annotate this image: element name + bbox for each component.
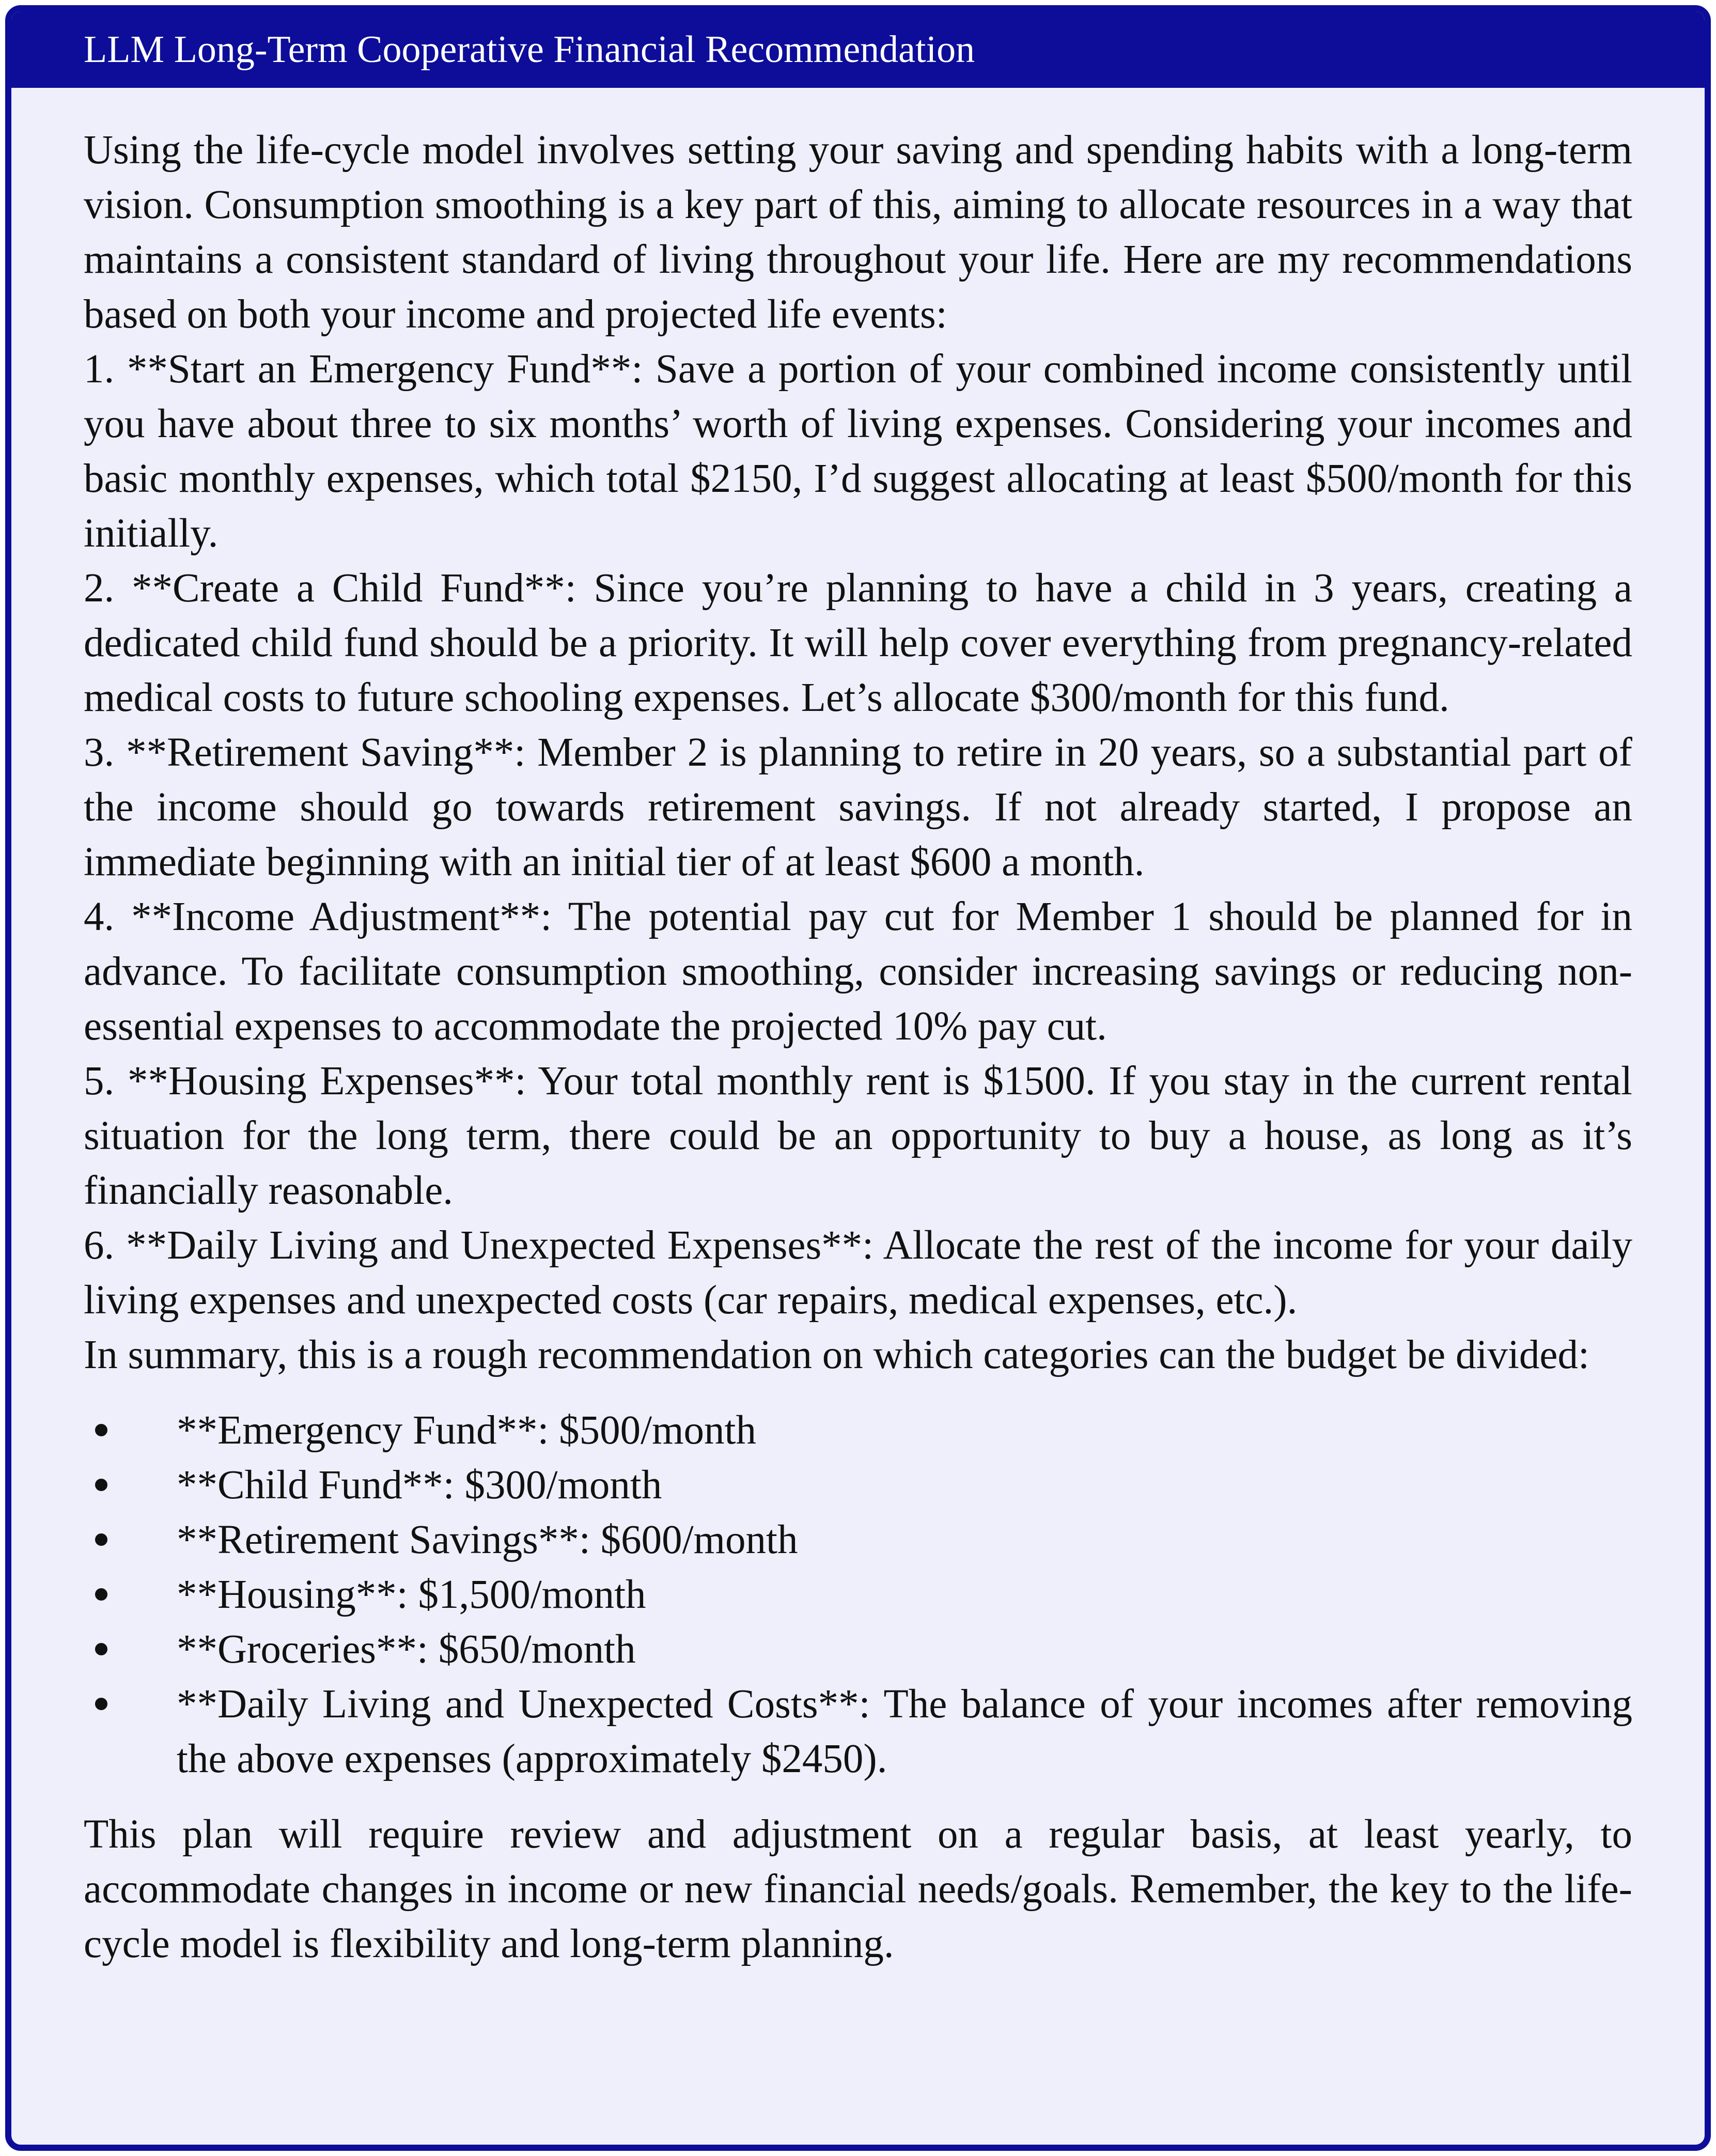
recommendation-item-5: 5. **Housing Expenses**: Your total monthly rent is $1500. If you stay in the current rental situation for the long term, there could be an opportunity to buy a house, as long as it’s financially reasonable. — [84, 1059, 1632, 1213]
budget-bullet-list — [84, 1403, 1632, 1787]
budget-bullet-child-fund — [84, 1458, 1632, 1513]
budget-bullet-text: **Housing**: $1,500/month — [177, 1572, 646, 1617]
recommendation-item-6: 6. **Daily Living and Unexpected Expenses**: Allocate the rest of the income for your daily living expenses and unexpected costs (car repairs, medical expenses, etc.). — [84, 1223, 1632, 1323]
budget-bullet-groceries — [84, 1622, 1632, 1677]
closing-paragraph: This plan will require review and adjustment on a regular basis, at least yearly, to accommodate changes in income or new financial needs/goals. Remember, the key to the life-cycle model is flexibility and long-term planning. — [84, 1812, 1632, 1966]
box-title: LLM Long-Term Cooperative Financial Recommendation — [11, 11, 1705, 88]
bullet-dot-icon — [95, 1424, 107, 1436]
recommendation-item-4: 4. **Income Adjustment**: The potential pay cut for Member 1 should be planned for in advance. To facilitate consumption smoothing, consider increasing savings or reducing non-essential expenses to accommodate the projected 10% pay cut. — [84, 894, 1632, 1049]
recommendation-item-3: 3. **Retirement Saving**: Member 2 is planning to retire in 20 years, so a substantial part of the income should go towards retirement savings. If not already started, I propose an immediate beginning with an initial tier of at least $600 a month. — [84, 730, 1632, 885]
budget-bullet-text: **Retirement Savings**: $600/month — [177, 1517, 798, 1562]
budget-bullet-daily-living — [84, 1677, 1632, 1787]
bullet-dot-icon — [95, 1698, 107, 1710]
box-body — [11, 88, 1705, 1972]
budget-bullet-retirement-savings — [84, 1513, 1632, 1568]
recommendation-box — [5, 5, 1711, 2151]
recommendation-item-2: 2. **Create a Child Fund**: Since you’re planning to have a child in 3 years, creating a dedicated child fund should be a priority. It will help cover everything from pregnancy-related medical costs to future schooling expenses. Let’s allocate $300/month for this fund. — [84, 566, 1632, 720]
budget-bullet-text: **Daily Living and Unexpected Costs**: The balance of your incomes after removing the above expenses (approximately $2450). — [177, 1682, 1632, 1781]
budget-bullet-text: **Emergency Fund**: $500/month — [177, 1408, 757, 1453]
budget-bullet-housing — [84, 1568, 1632, 1622]
intro-paragraph: Using the life-cycle model involves setting your saving and spending habits with a long-term vision. Consumption smoothing is a key part of this, aiming to allocate resources in a way that maintains a consistent standard of living throughout your life. Here are my recommendations based on both your income and projected life events: — [84, 128, 1632, 337]
bullet-dot-icon — [95, 1643, 107, 1655]
bullet-dot-icon — [95, 1533, 107, 1546]
budget-bullet-emergency-fund — [84, 1403, 1632, 1458]
summary-intro: In summary, this is a rough recommendation on which categories can the budget be divided: — [84, 1332, 1589, 1377]
recommendation-item-1: 1. **Start an Emergency Fund**: Save a portion of your combined income consistently until you have about three to six months’ worth of living expenses. Considering your incomes and basic monthly expenses, which total $2150, I’d suggest allocating at least $500/month for this initially. — [84, 347, 1632, 556]
bullet-dot-icon — [95, 1588, 107, 1601]
bullet-dot-icon — [95, 1479, 107, 1491]
budget-bullet-text: **Groceries**: $650/month — [177, 1627, 636, 1672]
budget-bullet-text: **Child Fund**: $300/month — [177, 1463, 662, 1508]
